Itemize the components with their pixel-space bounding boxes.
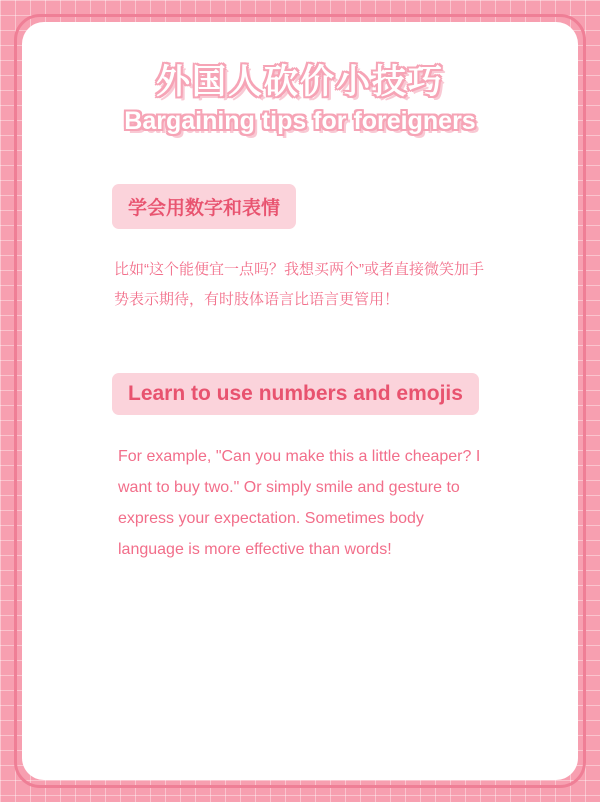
section-heading-chinese: 学会用数字和表情	[112, 184, 296, 229]
page-title-chinese: 外国人砍价小技巧	[156, 63, 444, 101]
section-body-english: For example, "Can you make this a little cheaper? I want to buy two." Or simply smile and gesture to express your expectation. Sometimes body language is more effective than words!	[118, 448, 481, 558]
poster-content	[22, 22, 578, 585]
section-body-chinese: 比如“这个能便宜一点吗？我想买两个”或者直接微笑加手势表示期待，有时肢体语言比语言更管用！	[114, 261, 484, 308]
poster-card	[22, 22, 578, 780]
section-heading-english: Learn to use numbers and emojis	[112, 373, 479, 415]
page-title-english: Bargaining tips for foreigners	[124, 107, 476, 135]
